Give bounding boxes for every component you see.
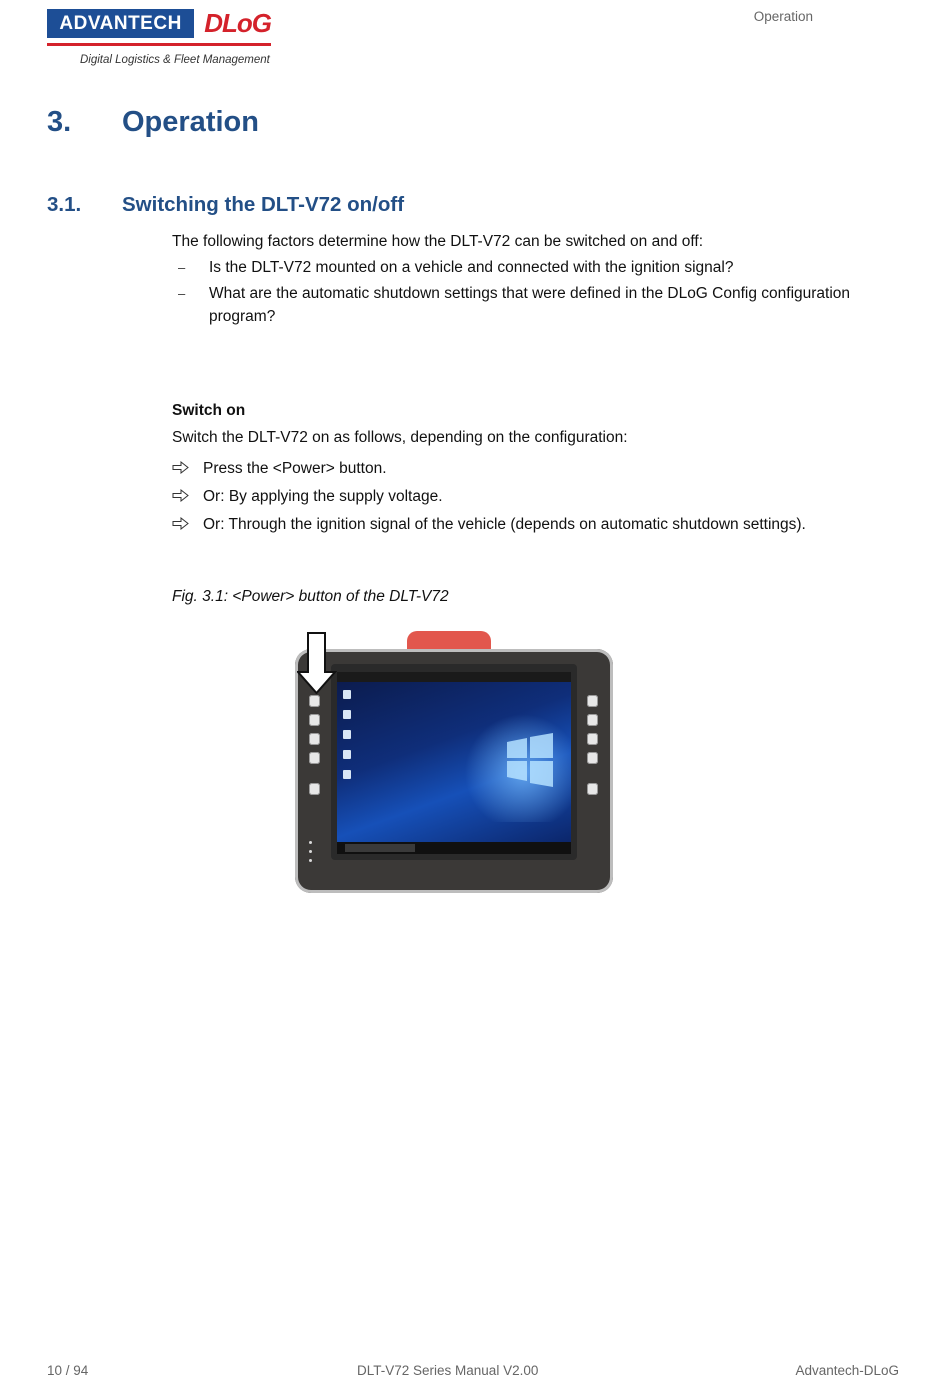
function-key[interactable] bbox=[309, 714, 320, 726]
step-item: Or: By applying the supply voltage. bbox=[203, 488, 443, 505]
section-number: 3.1. bbox=[47, 193, 82, 216]
dlog-logo: DLoG bbox=[204, 8, 271, 38]
device-bezel bbox=[331, 664, 577, 860]
taskbar-search bbox=[345, 844, 415, 852]
function-key[interactable] bbox=[587, 695, 598, 707]
device-screen bbox=[337, 672, 571, 854]
step-item: Or: Through the ignition signal of the vehicle (depends on automatic shutdown settings). bbox=[203, 516, 806, 533]
section-title: Switching the DLT-V72 on/off bbox=[122, 193, 405, 216]
desktop-icon bbox=[343, 750, 351, 759]
desktop-icon bbox=[343, 770, 351, 779]
status-led bbox=[309, 859, 312, 862]
chapter-title: Operation bbox=[122, 106, 259, 138]
chapter-heading bbox=[47, 106, 259, 139]
advantech-logo: ADVANTECH bbox=[47, 9, 194, 38]
screen-taskbar bbox=[337, 842, 571, 854]
step-item: Press the <Power> button. bbox=[203, 460, 387, 477]
switch-on-intro: Switch the DLT-V72 on as follows, depending on the configuration: bbox=[172, 429, 628, 446]
figure-caption: Fig. 3.1: <Power> button of the DLT-V72 bbox=[172, 588, 449, 605]
function-key[interactable] bbox=[309, 733, 320, 745]
logo-divider bbox=[47, 43, 271, 46]
logo-tagline: Digital Logistics & Fleet Management bbox=[80, 54, 270, 66]
function-key[interactable] bbox=[587, 714, 598, 726]
section-heading bbox=[47, 193, 404, 217]
arrow-right-outline-icon bbox=[172, 517, 189, 530]
status-led bbox=[309, 841, 312, 844]
device-photo bbox=[295, 631, 613, 893]
factor-item: What are the automatic shutdown settings that were defined in the DLoG Config configuration program? bbox=[209, 285, 851, 325]
function-key[interactable] bbox=[587, 752, 598, 764]
power-button[interactable] bbox=[309, 695, 320, 707]
windows-logo-icon bbox=[505, 732, 555, 788]
intro-paragraph: The following factors determine how the DLT-V72 can be switched on and off: bbox=[172, 233, 704, 250]
down-arrow-icon bbox=[297, 632, 337, 694]
switch-on-heading: Switch on bbox=[172, 402, 246, 419]
manual-title: DLT-V72 Series Manual V2.00 bbox=[357, 1363, 539, 1378]
arrow-right-outline-icon bbox=[172, 461, 189, 474]
device-housing bbox=[295, 649, 613, 893]
desktop-icon bbox=[343, 710, 351, 719]
screen-title-bar bbox=[337, 672, 571, 682]
function-key[interactable] bbox=[587, 733, 598, 745]
list-bullet: – bbox=[178, 260, 186, 275]
chapter-number: 3. bbox=[47, 106, 72, 138]
desktop-icon bbox=[343, 690, 351, 699]
desktop-icon bbox=[343, 730, 351, 739]
status-led bbox=[309, 850, 312, 853]
running-header: Operation bbox=[753, 9, 813, 24]
page-number: 10 / 94 bbox=[47, 1363, 89, 1378]
factor-item: Is the DLT-V72 mounted on a vehicle and connected with the ignition signal? bbox=[209, 259, 734, 276]
company-logo bbox=[47, 9, 271, 67]
function-key[interactable] bbox=[309, 783, 320, 795]
function-key[interactable] bbox=[309, 752, 320, 764]
list-bullet: – bbox=[178, 286, 186, 301]
arrow-right-outline-icon bbox=[172, 489, 189, 502]
function-key[interactable] bbox=[587, 783, 598, 795]
footer-company: Advantech-DLoG bbox=[795, 1363, 899, 1378]
